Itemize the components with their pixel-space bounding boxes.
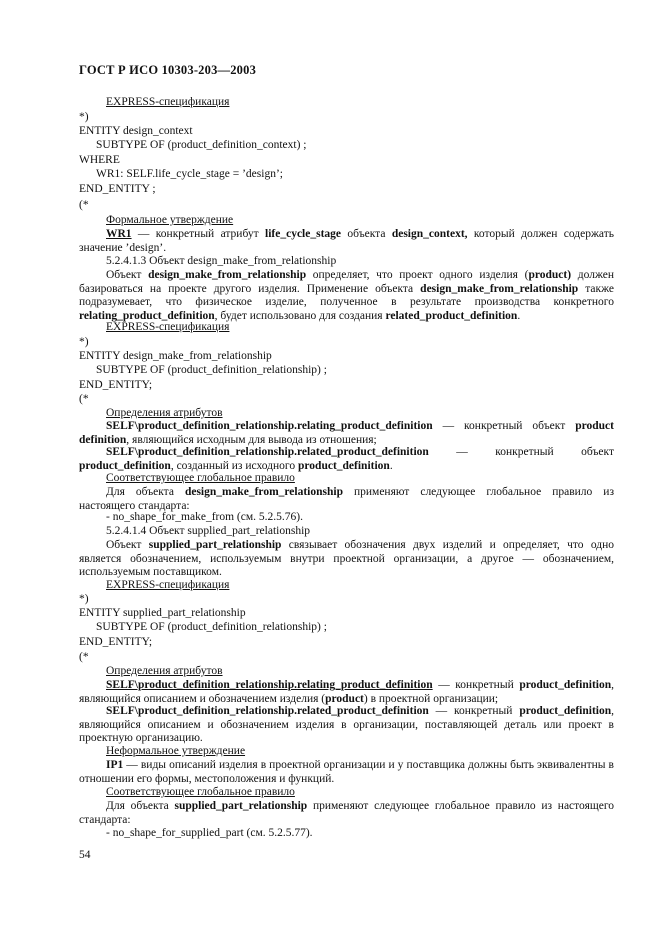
global-rule-item-2: - no_shape_for_make_from (см. 5.2.5.76). [106, 511, 303, 523]
end-entity-2: END_ENTITY; [79, 379, 153, 391]
section-heading-5-2-4-1-3: 5.2.4.1.3 Объект design_make_from_relationship [106, 255, 337, 267]
end-entity-3: END_ENTITY; [79, 636, 153, 648]
formal-statement-paragraph: WR1 — конкретный атрибут life_cycle_stage объекта design_context, который должен содержать значение ’design’. [79, 228, 614, 254]
page-number: 54 [79, 849, 91, 861]
express-heading-1: EXPRESS-спецификация [106, 96, 230, 108]
global-rule-heading-2: Соответствующее глобальное правило [106, 472, 295, 484]
informal-statement-paragraph: IP1 — виды описаний изделия в проектной организации и у поставщика должны быть эквивалентны в отношении его формы, местоположения и функций. [79, 759, 614, 785]
design-make-from-description: Объект design_make_from_relationship определяет, что проект одного изделия (product) должен базироваться на проекте другого изделия. Применение объекта design_make_from_relationship также подразумевает, что физическое изделие, полученное в результате производства конкретного relating_product_definition, будет использовано для создания related_product_definition. [79, 269, 614, 322]
attribute-relating-2: SELF\product_definition_relationship.relating_product_definition — конкретный объект product definition, являющийся исходным для вывода из отношения; [79, 420, 614, 446]
comment-open-1: (* [79, 199, 89, 211]
comment-close-2: *) [79, 336, 89, 348]
where-keyword: WHERE [79, 154, 120, 166]
attribute-related-3: SELF\product_definition_relationship.related_product_definition — конкретный product_definition, являющийся описанием и обозначением изделия в организации, поставляющей деталь или проект в проектную организацию. [79, 705, 614, 744]
formal-statement-heading: Формальное утверждение [106, 214, 234, 226]
comment-close-3: *) [79, 593, 89, 605]
attribute-relating-3: SELF\product_definition_relationship.relating_product_definition — конкретный product_definition, являющийся описанием и обозначением изделия (product) в проектной организации; [79, 679, 614, 705]
subtype-line-2: SUBTYPE OF (product_definition_relationship) ; [96, 364, 327, 376]
express-heading-3: EXPRESS-спецификация [106, 579, 230, 591]
supplied-part-description: Объект supplied_part_relationship связывает обозначения двух изделий и определяет, что одно является обозначением, используемым внутри проектной организации, а другое — обозначением, используемым поставщиком. [79, 539, 614, 578]
global-rule-paragraph-3: Для объекта supplied_part_relationship применяют следующее глобальное правило из настоящего стандарта: [79, 800, 614, 826]
entity-declaration-1: ENTITY design_context [79, 125, 193, 137]
global-rule-item-3: - no_shape_for_supplied_part (см. 5.2.5.77). [106, 827, 313, 839]
attributes-heading-2: Определения атрибутов [106, 407, 223, 419]
attribute-related-2: SELF\product_definition_relationship.related_product_definition — конкретный объект product_definition, созданный из исходного product_definition. [79, 446, 614, 472]
global-rule-paragraph-2: Для объекта design_make_from_relationship применяют следующее глобальное правило из настоящего стандарта: [79, 486, 614, 512]
comment-open-2: (* [79, 393, 89, 405]
section-heading-5-2-4-1-4: 5.2.4.1.4 Объект supplied_part_relationship [106, 525, 311, 537]
end-entity-1: END_ENTITY ; [79, 183, 156, 195]
express-heading-2: EXPRESS-спецификация [106, 321, 230, 333]
comment-close-1: *) [79, 111, 89, 123]
attributes-heading-3: Определения атрибутов [106, 665, 223, 677]
where-rule-wr1: WR1: SELF.life_cycle_stage = ’design’; [96, 168, 283, 180]
informal-statement-heading: Неформальное утверждение [106, 745, 246, 757]
document-header: ГОСТ Р ИСО 10303-203—2003 [79, 63, 257, 77]
subtype-line-1: SUBTYPE OF (product_definition_context) ; [96, 139, 307, 151]
subtype-line-3: SUBTYPE OF (product_definition_relationship) ; [96, 621, 327, 633]
entity-declaration-3: ENTITY supplied_part_relationship [79, 607, 246, 619]
comment-open-3: (* [79, 651, 89, 663]
global-rule-heading-3: Соответствующее глобальное правило [106, 786, 295, 798]
entity-declaration-2: ENTITY design_make_from_relationship [79, 350, 272, 362]
